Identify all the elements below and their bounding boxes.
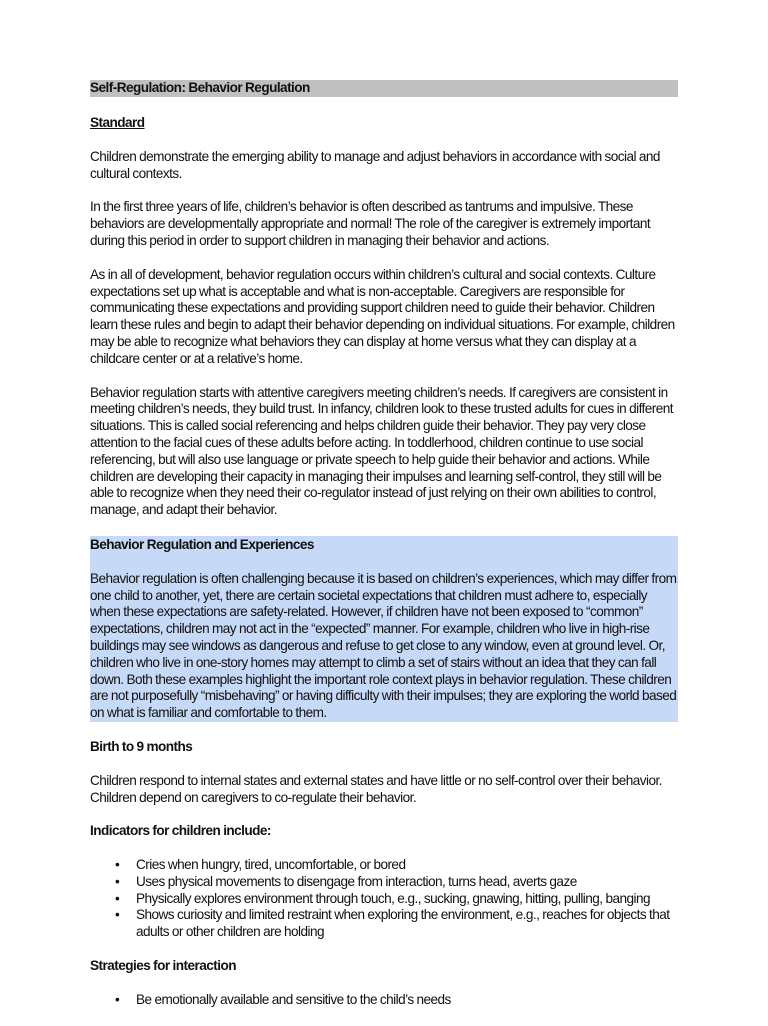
section-title: Self-Regulation: Behavior Regulation [90,80,678,97]
standard-paragraph: Children demonstrate the emerging ability to manage and adjust behaviors in accordance with social and cultural contexts. [90,148,660,181]
strategies-heading: Strategies for interaction [90,958,236,974]
indicators-list [90,857,678,941]
list-item: • Cries when hungry, tired, uncomfortable, or bored [136,857,678,874]
birth-to-9-heading: Birth to 9 months [90,738,193,754]
birth-to-9-paragraph: Children respond to internal states and external states and have little or no self-control over their behavior. Children depend on caregivers to co-regulate their behavior. [90,772,662,805]
experiences-block [90,536,678,722]
document-page [90,80,678,1026]
list-item: • Shows curiosity and limited restraint when exploring the environment, e.g., reaches for objects that adults or other children are holding [136,907,678,941]
list-item: • Be emotionally available and sensitive to the child’s needs [136,992,678,1009]
standard-heading: Standard [90,115,145,130]
experiences-heading: Behavior Regulation and Experiences [90,536,314,552]
caregivers-paragraph: Behavior regulation starts with attentive caregivers meeting children’s needs. If caregivers are consistent in meeting children’s needs, they build trust. In infancy, children look to these trusted adults for cues in different situations. This is called social referencing and helps children guide their behavior. They pay very close attention to the facial cues of these adults before acting. In toddlerhood, children continue to use social referencing, but will also use language or private speech to help guide their behavior and actions. While children are developing their capacity in managing their impulses and learning self-control, they still will be able to recognize when they need their co-regulator instead of just relying on their own abilities to control, manage, and adapt their behavior. [90,384,674,518]
experiences-paragraph: Behavior regulation is often challenging because it is based on children’s experiences, which may differ from one child to another, yet, there are certain societal expectations that children must adhere to, especially when these expectations are safety-related. However, if children have not been exposed to “common” expectations, children may not act in the “expected” manner. For example, children who live in high-rise buildings may see windows as dangerous and refuse to get close to any window, even at ground level. Or, children who live in one-story homes may attempt to climb a set of stairs without an idea that they can fall down. Both these examples highlight the important role context plays in behavior regulation. These children are not purposefully “misbehaving” or having difficulty with their impulses; they are exploring the world based on what is familiar and comfortable to them. [90,570,677,721]
culture-paragraph: As in all of development, behavior regulation occurs within children’s cultural and social contexts. Culture expectations set up what is acceptable and what is non-acceptable. Caregivers are responsible for communicating these expectations and providing support children need to guide their behavior. Children learn these rules and begin to adapt their behavior depending on individual situations. For example, children may be able to recognize what behaviors they can display at home versus what they can display at a childcare center or at a relative’s home. [90,266,675,366]
list-item: • Uses physical movements to disengage from interaction, turns head, averts gaze [136,874,678,891]
strategies-list [90,992,678,1009]
list-item: • Physically explores environment through touch, e.g., sucking, gnawing, hitting, pulling, banging [136,891,678,908]
intro-paragraph: In the first three years of life, children’s behavior is often described as tantrums and impulsive. These behaviors are developmentally appropriate and normal! The role of the caregiver is extremely important during this period in order to support children in managing their behavior and actions. [90,199,651,248]
indicators-heading: Indicators for children include: [90,823,271,839]
